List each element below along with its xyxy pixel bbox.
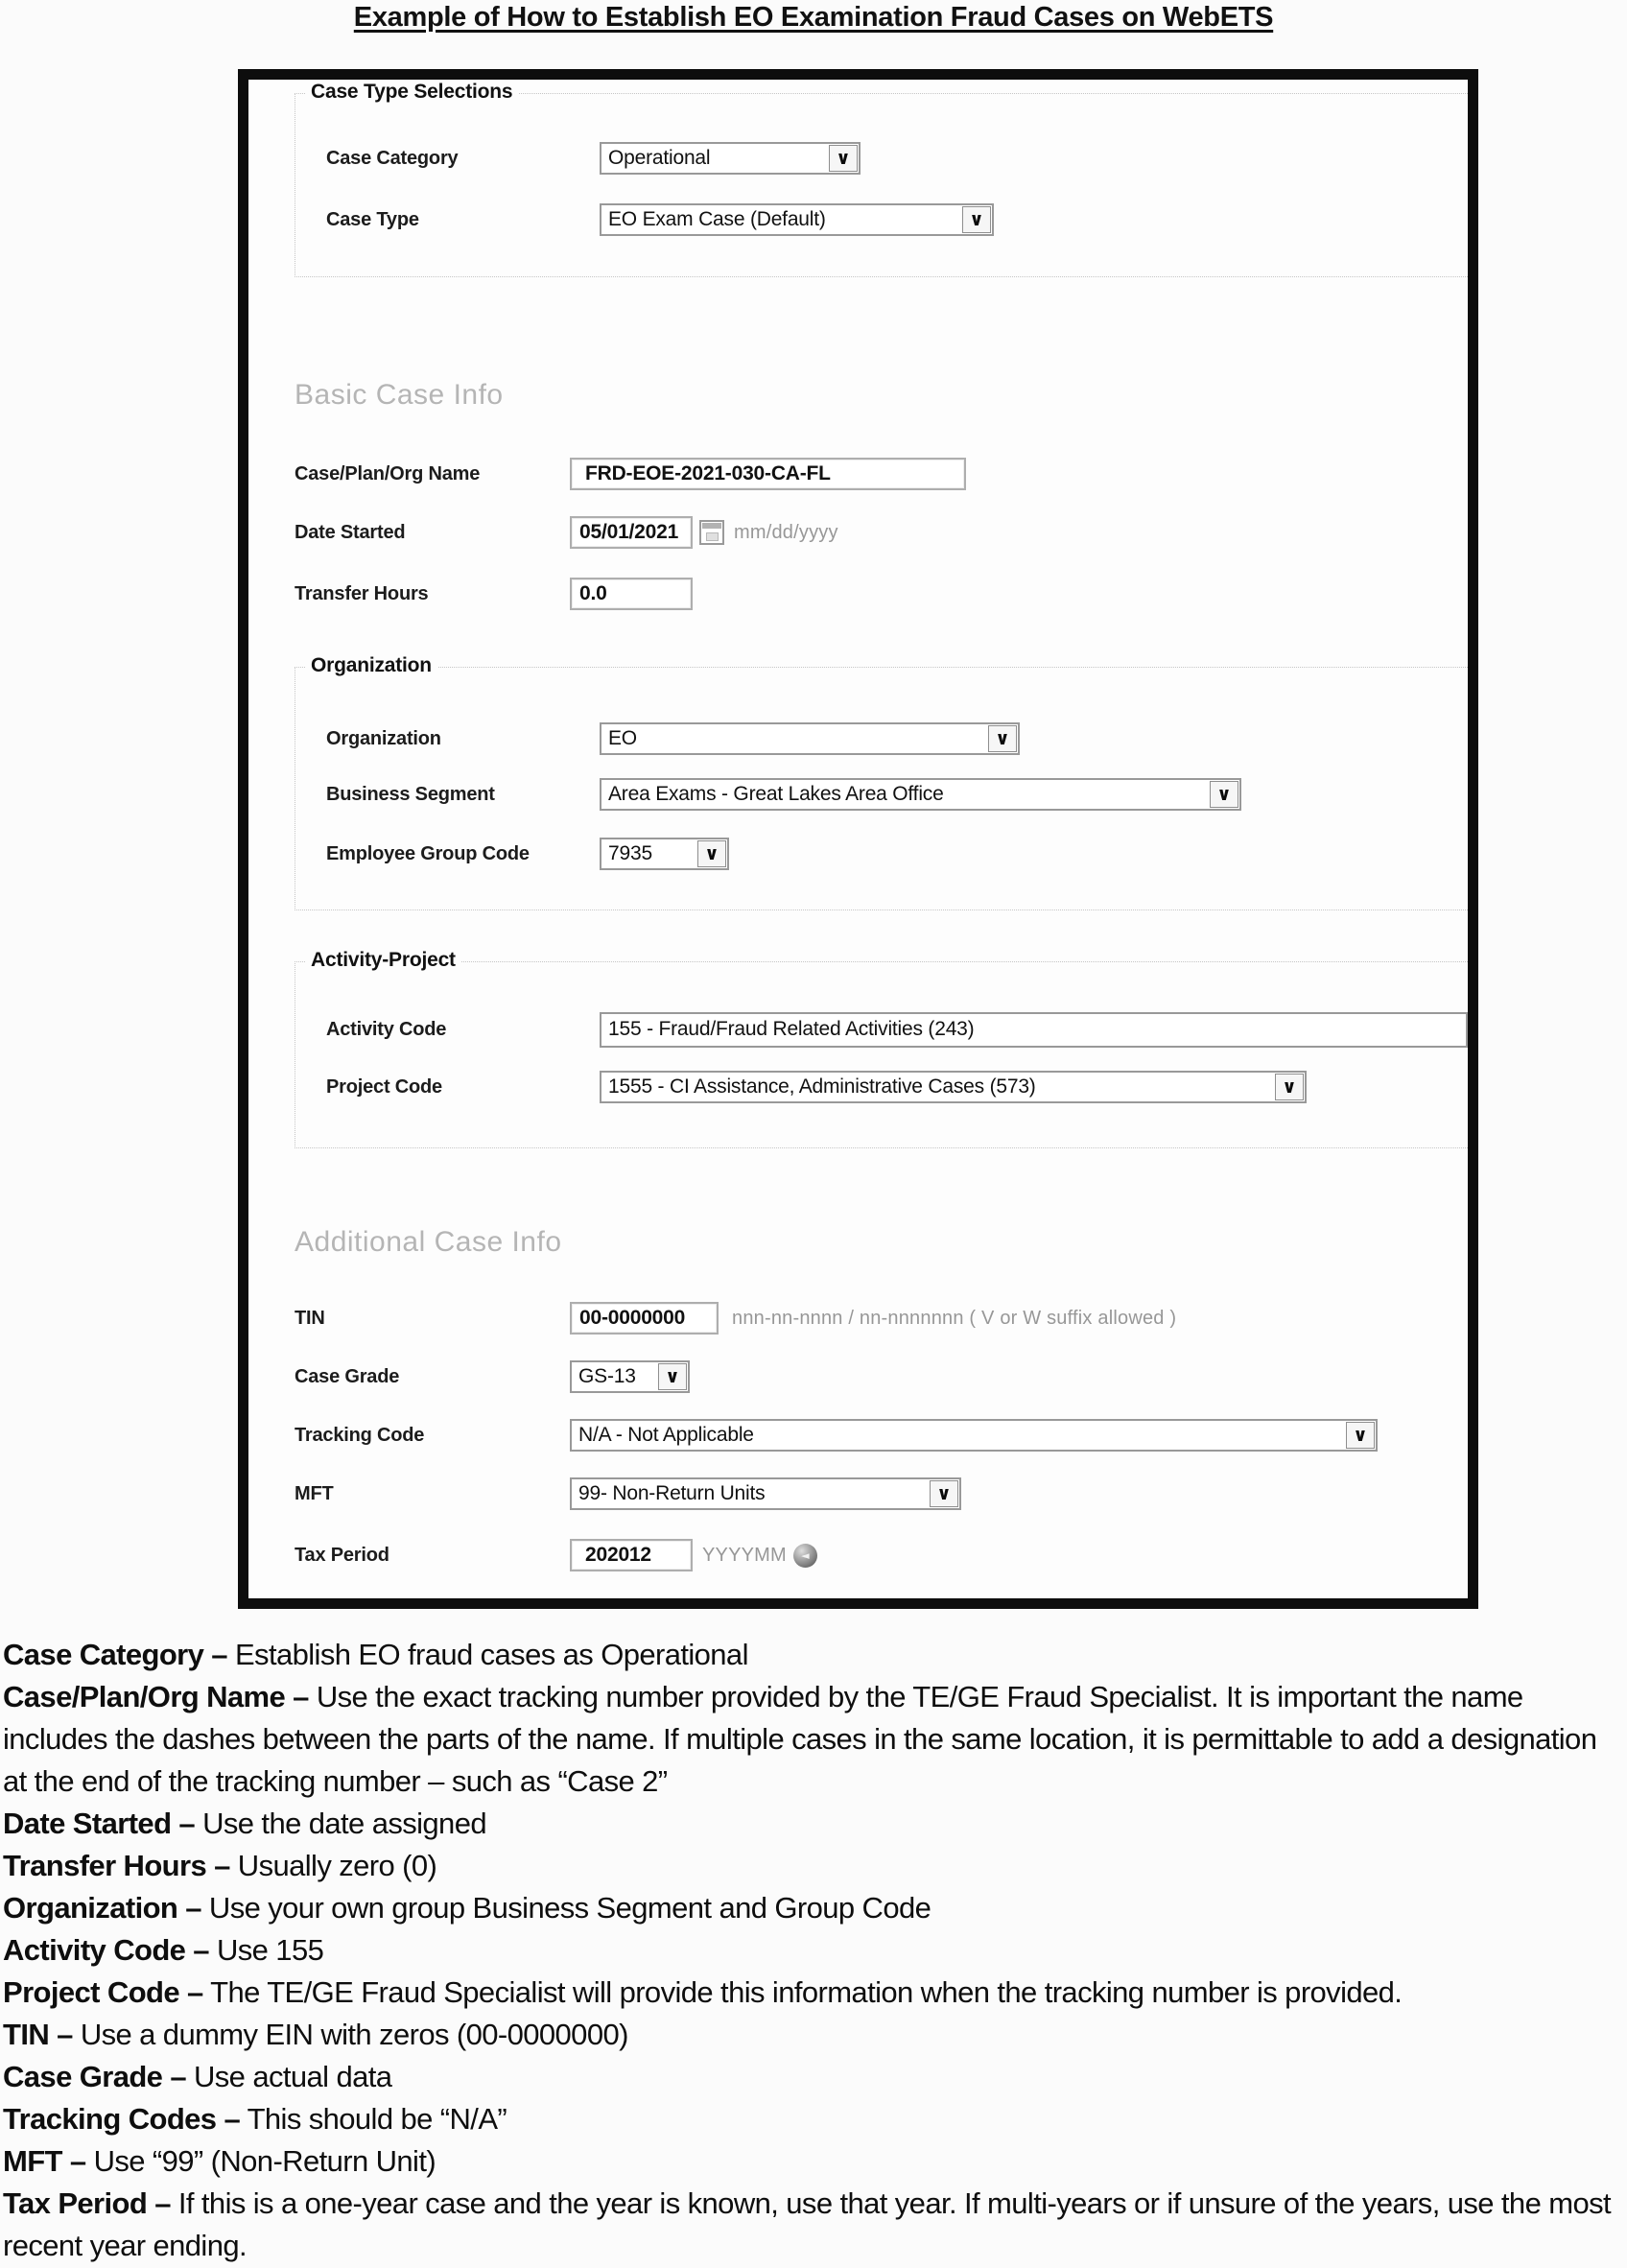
tax-period-row — [295, 1537, 817, 1573]
chevron-down-icon[interactable]: ∨ — [829, 145, 858, 172]
case-plan-org-name-row — [295, 456, 966, 492]
chevron-down-icon[interactable]: ∨ — [658, 1363, 687, 1390]
activity-code-value: 155 - Fraud/Fraud Related Activities (243) — [608, 1018, 975, 1040]
note-case-category: Case Category – Establish EO fraud cases as Operational — [3, 1638, 748, 1671]
case-type-value: EO Exam Case (Default) — [608, 208, 826, 230]
date-started-input[interactable]: 05/01/2021 — [570, 516, 693, 549]
mft-value: 99- Non-Return Units — [578, 1482, 766, 1504]
organization-label: Organization — [326, 727, 441, 749]
transfer-hours-input[interactable]: 0.0 — [570, 578, 693, 610]
tin-label: TIN — [295, 1307, 325, 1329]
chevron-down-icon[interactable]: ∨ — [988, 725, 1017, 752]
activity-code-row — [326, 1011, 1468, 1048]
employee-group-code-row — [326, 836, 729, 872]
note-transfer-hours: Transfer Hours – Usually zero (0) — [3, 1849, 437, 1882]
case-type-selections-legend: Case Type Selections — [305, 81, 518, 104]
mft-label: MFT — [295, 1482, 334, 1504]
mft-select[interactable] — [570, 1477, 961, 1510]
tracking-code-row — [295, 1417, 1378, 1453]
chevron-down-icon[interactable]: ∨ — [930, 1480, 958, 1507]
page-title-text: Example of How to Establish EO Examination Fraud Cases on WebETS — [353, 2, 1274, 33]
project-code-select[interactable] — [600, 1071, 1307, 1103]
business-segment-value: Area Exams - Great Lakes Area Office — [608, 783, 944, 805]
activity-project-fieldset — [295, 949, 1470, 1148]
project-code-row — [326, 1069, 1307, 1105]
date-started-label: Date Started — [295, 521, 406, 543]
tin-row — [295, 1300, 1176, 1336]
transfer-hours-label: Transfer Hours — [295, 582, 429, 604]
transfer-hours-row — [295, 576, 693, 612]
employee-group-code-select[interactable] — [600, 838, 729, 870]
business-segment-select[interactable] — [600, 778, 1241, 811]
chevron-down-icon[interactable]: ∨ — [1210, 781, 1238, 808]
tracking-code-select[interactable] — [570, 1419, 1378, 1452]
case-category-row — [326, 140, 861, 177]
case-plan-org-name-input[interactable]: FRD-EOE-2021-030-CA-FL — [570, 458, 966, 490]
case-category-value: Operational — [608, 147, 711, 169]
tax-period-input[interactable]: 202012 — [570, 1539, 693, 1571]
date-started-hint: mm/dd/yyyy — [734, 521, 838, 543]
case-grade-label: Case Grade — [295, 1365, 400, 1387]
activity-code-label: Activity Code — [326, 1018, 447, 1040]
additional-case-info-heading: Additional Case Info — [295, 1226, 562, 1258]
case-type-row — [326, 201, 994, 238]
field-notes — [3, 1634, 1624, 2267]
case-type-selections-fieldset — [295, 81, 1470, 277]
note-case-grade: Case Grade – Use actual data — [3, 2060, 392, 2093]
tracking-code-label: Tracking Code — [295, 1424, 425, 1446]
case-grade-row — [295, 1358, 690, 1395]
page-title — [0, 2, 1627, 34]
chevron-down-icon[interactable]: ∨ — [962, 206, 991, 233]
tin-hint: nnn-nn-nnnn / nn-nnnnnnn ( V or W suffix allowed ) — [732, 1307, 1177, 1329]
organization-value: EO — [608, 727, 637, 749]
note-date-started: Date Started – Use the date assigned — [3, 1807, 486, 1840]
note-tracking-codes: Tracking Codes – This should be “N/A” — [3, 2102, 507, 2136]
case-category-label: Case Category — [326, 147, 459, 169]
date-started-row — [295, 514, 838, 551]
project-code-label: Project Code — [326, 1075, 442, 1098]
note-tin: TIN – Use a dummy EIN with zeros (00-0000000) — [3, 2018, 628, 2051]
activity-project-legend: Activity-Project — [305, 949, 461, 972]
activity-code-select[interactable] — [600, 1012, 1468, 1048]
tin-input[interactable]: 00-0000000 — [570, 1302, 719, 1335]
note-activity-code: Activity Code – Use 155 — [3, 1933, 324, 1967]
case-type-label: Case Type — [326, 208, 419, 230]
project-code-value: 1555 - CI Assistance, Administrative Cases (573) — [608, 1075, 1036, 1098]
chevron-down-icon[interactable]: ∨ — [697, 840, 726, 867]
note-project-code: Project Code – The TE/GE Fraud Specialist will provide this information when the tracking number is provided. — [3, 1975, 1403, 2009]
note-organization: Organization – Use your own group Business Segment and Group Code — [3, 1891, 931, 1925]
tracking-code-value: N/A - Not Applicable — [578, 1424, 754, 1446]
business-segment-label: Business Segment — [326, 783, 495, 805]
case-grade-select[interactable] — [570, 1360, 690, 1393]
calendar-icon[interactable] — [699, 520, 724, 545]
tax-period-label: Tax Period — [295, 1544, 389, 1566]
organization-legend: Organization — [305, 654, 437, 677]
mft-row — [295, 1476, 961, 1512]
employee-group-code-label: Employee Group Code — [326, 842, 530, 864]
employee-group-code-value: 7935 — [608, 842, 652, 864]
tax-period-hint: YYYYMM — [702, 1544, 787, 1566]
webets-form-screenshot — [238, 69, 1478, 1609]
business-segment-row — [326, 776, 1241, 813]
organization-select[interactable] — [600, 722, 1020, 755]
case-type-select[interactable] — [600, 203, 994, 236]
organization-row — [326, 721, 1020, 757]
note-case-plan-org-name: Case/Plan/Org Name – Use the exact tracking number provided by the TE/GE Fraud Specialist. It is important the name includes the dashes between the parts of the name. If multiple cases in the same location, it is permittable to add a designation at the end of the tracking number – such as “Case 2” — [3, 1680, 1597, 1798]
chevron-down-icon[interactable]: ∨ — [1346, 1422, 1375, 1449]
chevron-down-icon[interactable]: ∨ — [1275, 1074, 1304, 1100]
basic-case-info-heading: Basic Case Info — [295, 379, 504, 411]
case-grade-value: GS-13 — [578, 1365, 636, 1387]
case-plan-org-name-label: Case/Plan/Org Name — [295, 462, 481, 484]
tax-period-lookup-icon[interactable]: ◄ — [793, 1544, 817, 1568]
note-mft: MFT – Use “99” (Non-Return Unit) — [3, 2144, 436, 2178]
note-tax-period: Tax Period – If this is a one-year case and the year is known, use that year. If multi-years or if unsure of the years, use the most recent year ending. — [3, 2186, 1612, 2262]
case-category-select[interactable] — [600, 142, 861, 175]
